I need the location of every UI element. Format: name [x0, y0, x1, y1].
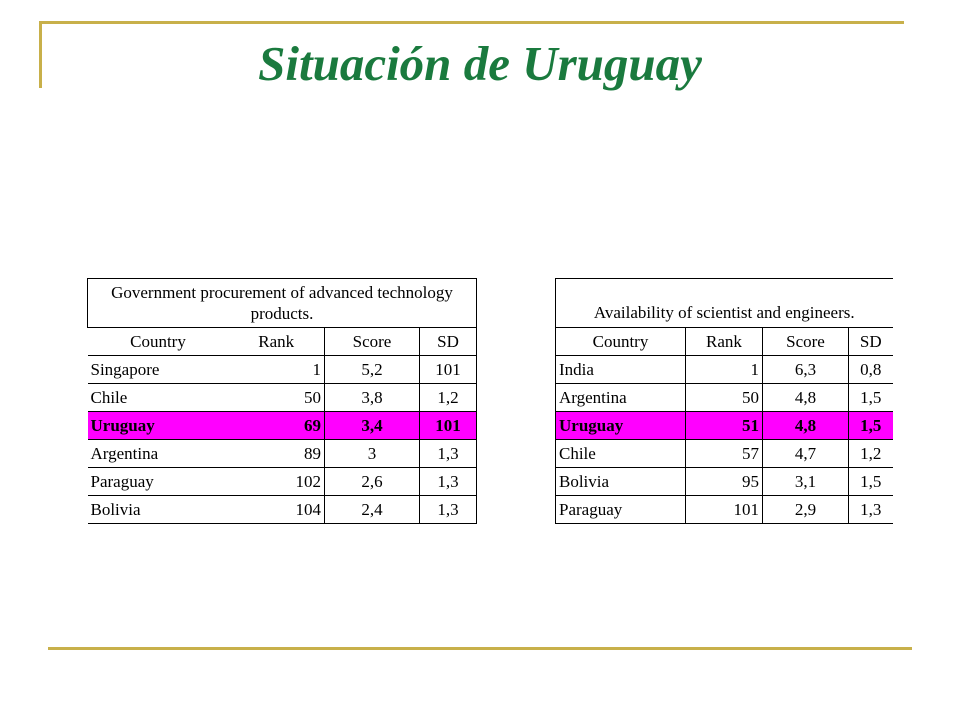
table-title-row: [556, 279, 893, 328]
cell-score: 3: [325, 440, 420, 468]
cell-rank: 50: [686, 384, 763, 412]
table-row: [88, 468, 477, 496]
cell-rank: 95: [686, 468, 763, 496]
cell-country: Uruguay: [88, 412, 229, 440]
cell-country: Chile: [88, 384, 229, 412]
cell-sd: 1,5: [849, 412, 893, 440]
cell-score: 3,4: [325, 412, 420, 440]
cell-score: 6,3: [763, 356, 849, 384]
cell-rank: 101: [686, 496, 763, 524]
scientists-table: [555, 278, 893, 524]
cell-country: Bolivia: [88, 496, 229, 524]
cell-rank: 1: [686, 356, 763, 384]
table-row: [88, 440, 477, 468]
cell-sd: 1,2: [849, 440, 893, 468]
cell-rank: 104: [229, 496, 325, 524]
column-header-country: Country: [556, 328, 686, 356]
cell-country: Paraguay: [556, 496, 686, 524]
table-row-highlighted: [88, 412, 477, 440]
cell-country: India: [556, 356, 686, 384]
cell-country: Paraguay: [88, 468, 229, 496]
cell-sd: 1,3: [420, 468, 477, 496]
cell-rank: 50: [229, 384, 325, 412]
table-row: [556, 496, 893, 524]
table-title: Availability of scientist and engineers.: [556, 279, 893, 328]
table-row: [556, 356, 893, 384]
cell-score: 5,2: [325, 356, 420, 384]
column-header-sd: SD: [420, 328, 477, 356]
frame-top-line: [39, 21, 904, 24]
column-header-rank: Rank: [229, 328, 325, 356]
column-header-rank: Rank: [686, 328, 763, 356]
column-header-country: Country: [88, 328, 229, 356]
cell-rank: 89: [229, 440, 325, 468]
cell-country: Bolivia: [556, 468, 686, 496]
cell-sd: 1,3: [420, 496, 477, 524]
cell-sd: 1,2: [420, 384, 477, 412]
cell-rank: 57: [686, 440, 763, 468]
cell-country: Argentina: [556, 384, 686, 412]
table-header-row: [88, 328, 477, 356]
table-row: [556, 384, 893, 412]
slide-title: Situación de Uruguay: [258, 36, 702, 91]
cell-country: Uruguay: [556, 412, 686, 440]
cell-score: 4,8: [763, 384, 849, 412]
cell-sd: 1,5: [849, 468, 893, 496]
cell-sd: 0,8: [849, 356, 893, 384]
cell-country: Chile: [556, 440, 686, 468]
cell-score: 4,8: [763, 412, 849, 440]
table-row: [88, 356, 477, 384]
cell-score: 2,6: [325, 468, 420, 496]
cell-rank: 102: [229, 468, 325, 496]
cell-sd: 101: [420, 412, 477, 440]
column-header-score: Score: [325, 328, 420, 356]
cell-score: 2,4: [325, 496, 420, 524]
cell-sd: 1,3: [420, 440, 477, 468]
table-row: [88, 496, 477, 524]
cell-country: Singapore: [88, 356, 229, 384]
table-row: [88, 384, 477, 412]
table-row: [556, 440, 893, 468]
cell-sd: 101: [420, 356, 477, 384]
table-row-highlighted: [556, 412, 893, 440]
cell-rank: 51: [686, 412, 763, 440]
cell-country: Argentina: [88, 440, 229, 468]
procurement-table: [87, 278, 477, 524]
table-row: [556, 468, 893, 496]
cell-score: 4,7: [763, 440, 849, 468]
column-header-score: Score: [763, 328, 849, 356]
cell-rank: 69: [229, 412, 325, 440]
cell-score: 3,8: [325, 384, 420, 412]
cell-rank: 1: [229, 356, 325, 384]
table-title: Government procurement of advanced technology products.: [88, 279, 477, 328]
cell-sd: 1,5: [849, 384, 893, 412]
cell-score: 2,9: [763, 496, 849, 524]
table-title-row: [88, 279, 477, 328]
frame-bottom-line: [48, 647, 912, 650]
table-header-row: [556, 328, 893, 356]
column-header-sd: SD: [849, 328, 893, 356]
cell-score: 3,1: [763, 468, 849, 496]
cell-sd: 1,3: [849, 496, 893, 524]
